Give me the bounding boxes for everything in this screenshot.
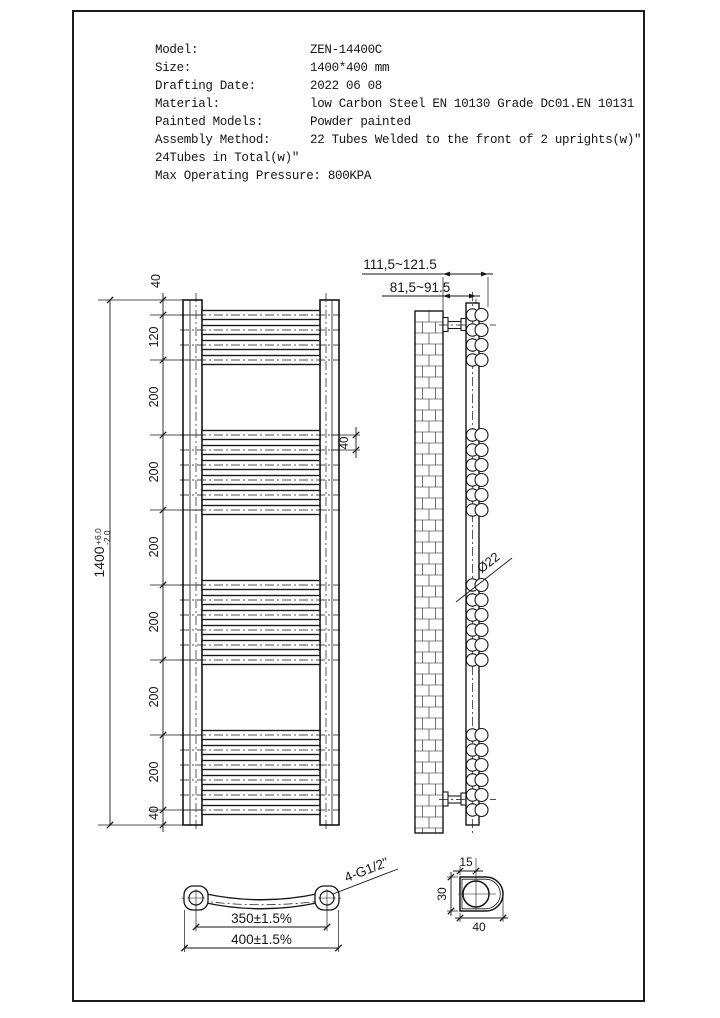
- dim-section-height: 30: [435, 887, 449, 901]
- tube-end-circle: [475, 504, 488, 517]
- tube-end-circle: [475, 489, 488, 502]
- spec-label: Material:: [155, 97, 220, 111]
- curved-tube-front-edge: [204, 894, 319, 900]
- dim-200-4: 200: [147, 611, 161, 633]
- spec-label: Model:: [155, 43, 199, 57]
- dim-tube-diameter: Ø22: [473, 548, 503, 576]
- spec-label: Size:: [155, 61, 192, 75]
- tolerance-minus: -2.0: [102, 530, 112, 545]
- tube-end-circle: [475, 444, 488, 457]
- spec-value: 22 Tubes Welded to the front of 2 uprights(w)": [310, 133, 642, 147]
- tube-end-circle: [475, 609, 488, 622]
- dim-wall-to-front: 111,5~121.5: [363, 257, 437, 272]
- dim-200-6: 200: [147, 761, 161, 783]
- tube-end-circle: [475, 459, 488, 472]
- dim-top-40: 40: [149, 274, 163, 288]
- dim-wall-to-tube: 81,5~91.5: [389, 280, 451, 295]
- tube-end-circle: [475, 429, 488, 442]
- tube-end-circle: [475, 639, 488, 652]
- tube-end-circle: [475, 474, 488, 487]
- dim-bottom-40: 40: [147, 806, 161, 820]
- side-view: [362, 257, 512, 834]
- tolerance-plus: +6.0: [93, 528, 103, 545]
- thread-label: 4-G1/2": [342, 854, 391, 886]
- spec-line: Max Operating Pressure: 800KPA: [155, 169, 372, 183]
- spec-label: Drafting Date:: [155, 79, 256, 93]
- thread-callout: [333, 854, 398, 894]
- spec-line: 24Tubes in Total(w)": [155, 151, 300, 165]
- dim-tube-offset: 15: [459, 855, 473, 869]
- section-detail: [435, 855, 508, 934]
- spec-value: 1400*400 mm: [310, 61, 390, 75]
- tube-end-circle: [475, 654, 488, 667]
- curved-tube-back-edge: [204, 903, 319, 909]
- tube-end-circle: [475, 744, 488, 757]
- tube-end-circle: [475, 759, 488, 772]
- dim-overall-width: 400±1.5%: [231, 932, 292, 947]
- tube-end-circle: [475, 804, 488, 817]
- tube-end-circle: [475, 354, 488, 367]
- dim-1400: 1400: [91, 546, 107, 578]
- overall-height-dim: [91, 528, 112, 578]
- left-upright: [183, 300, 202, 825]
- plan-dims: [181, 906, 341, 952]
- dim-tube-centers: 350±1.5%: [231, 911, 292, 926]
- spec-label: Assembly Method:: [155, 133, 271, 147]
- tube-end-circle: [475, 729, 488, 742]
- dim-tube-pitch: 40: [339, 436, 351, 450]
- tube-end-circle: [475, 624, 488, 637]
- tube-end-circle: [475, 309, 488, 322]
- dim-section-width: 40: [472, 920, 486, 934]
- spec-value: 2022 06 08: [310, 79, 383, 93]
- tube-end-circle: [475, 594, 488, 607]
- dim-200-1: 200: [147, 386, 161, 408]
- spec-value: Powder painted: [310, 115, 411, 129]
- plan-view: [181, 854, 398, 952]
- right-upright: [320, 300, 339, 825]
- spec-value: ZEN-14400C: [310, 43, 383, 57]
- front-view: [180, 293, 340, 832]
- tube-rows: [180, 311, 340, 815]
- spec-label: Painted Models:: [155, 115, 264, 129]
- dim-200-2: 200: [147, 461, 161, 483]
- tube-end-circle: [475, 774, 488, 787]
- tube-end-circle: [475, 789, 488, 802]
- tube-end-circle: [475, 324, 488, 337]
- spec-value: low Carbon Steel EN 10130 Grade Dc01.EN 10131: [310, 97, 635, 111]
- tube-end-circle: [475, 339, 488, 352]
- dim-200-5: 200: [147, 686, 161, 708]
- dim-120: 120: [147, 326, 161, 348]
- dim-200-3: 200: [147, 536, 161, 558]
